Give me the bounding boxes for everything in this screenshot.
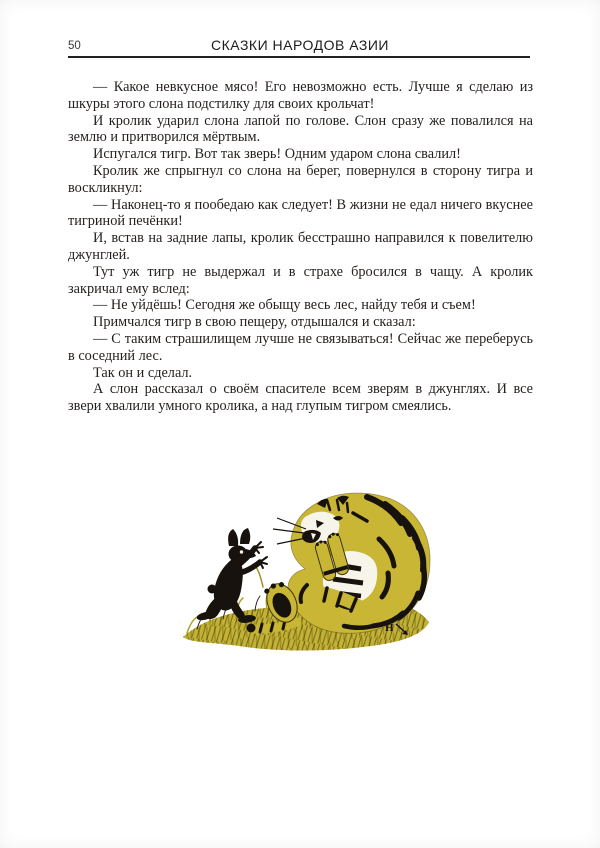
paragraph: А слон рассказал о своём спасителе всем зверям в джунглях. И все звери хвалили умного кролика, а над глупым тигром смеялись. [68,381,533,415]
paragraph: И, встав на задние лапы, кролик бесстрашно направился к повелителю джунглей. [68,230,533,263]
page-number: 50 [68,40,81,52]
tiger-figure [247,493,431,633]
paragraph: — С таким страшилищем лучше не связываться! Сейчас же переберусь в соседний лес. [68,330,533,364]
story-text [68,79,533,415]
rabbit-ear [228,529,238,546]
paragraph: И кролик ударил слона лапой по голове. Слон сразу же повалился на землю и притворился мёртвым. [68,112,533,146]
rabbit-ear [240,528,250,544]
running-title: СКАЗКИ НАРОДОВ АЗИИ [211,37,389,53]
paragraph: — Не уйдёшь! Сегодня же обыщу весь лес, найду тебя и съем! [93,297,476,314]
rabbit-tail [208,585,217,594]
paragraph: — Наконец-то я пообедаю как следует! В жизни не едал ничего вкуснее тигриной печёнки! [68,196,533,230]
paragraph: Испугался тигр. Вот так зверь! Одним ударом слона свалил! [93,146,461,163]
illustration [167,487,433,657]
header-rule [68,56,530,58]
rabbit-eye [240,550,243,553]
story-illustration-svg [167,487,433,657]
paragraph: Примчался тигр в свою пещеру, отдышался и сказал: [93,314,416,331]
paragraph: Так он и сделал. [93,364,193,381]
paragraph: Кролик же спрыгнул со слона на берег, повернулся в сторону тигра и воскликнул: [68,162,533,196]
paragraph: Тут уж тигр не выдержал и в страхе бросился в чащу. А кролик закричал ему вслед: [68,263,533,297]
svg-text:Н: Н [385,622,394,634]
paragraph: — Какое невкусное мясо! Его невозможно есть. Лучше я сделаю из шкуры этого слона подстилку для своих крольчат! [68,79,533,112]
